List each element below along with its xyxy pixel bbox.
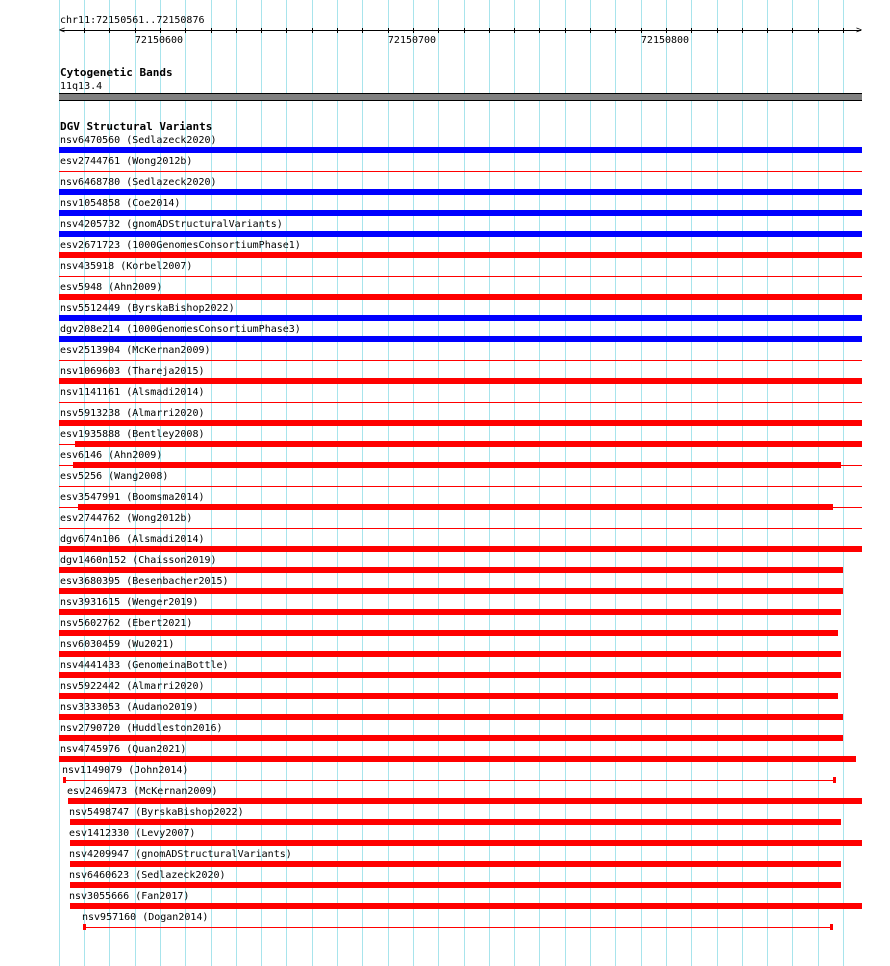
feature-bar[interactable] (59, 756, 856, 762)
feature-line[interactable] (59, 528, 862, 529)
feature-label[interactable]: nsv1054858 (Coe2014) (60, 198, 181, 209)
feature-label[interactable]: nsv6460623 (Sedlazeck2020) (69, 870, 226, 881)
feature-label[interactable]: dgv208e214 (1000GenomesConsortiumPhase3) (60, 324, 301, 335)
tick-mark (514, 28, 515, 33)
feature-bar[interactable] (59, 210, 862, 216)
feature-line[interactable] (59, 402, 862, 403)
feature-label[interactable]: nsv1141161 (Alsmadi2014) (60, 387, 205, 398)
feature-line[interactable] (59, 486, 862, 487)
feature-label[interactable]: nsv5913238 (Almarri2020) (60, 408, 205, 419)
feature-bar[interactable] (59, 378, 862, 384)
feature-end-marker (83, 924, 86, 930)
tick-mark (413, 28, 414, 33)
feature-bar[interactable] (59, 315, 862, 321)
feature-bar[interactable] (59, 231, 862, 237)
feature-bar[interactable] (78, 504, 833, 510)
tick-mark (565, 28, 566, 33)
arrow-left-icon: < (59, 25, 66, 36)
feature-label[interactable]: nsv5602762 (Ebert2021) (60, 618, 193, 629)
feature-label[interactable]: esv5948 (Ahn2009) (60, 282, 163, 293)
tick-mark (160, 28, 161, 33)
feature-bar[interactable] (59, 588, 843, 594)
feature-label[interactable]: nsv4205732 (gnomADStructuralVariants) (60, 219, 283, 230)
tick-mark (236, 28, 237, 33)
feature-bar[interactable] (75, 441, 862, 447)
tick-label: 72150600 (134, 35, 184, 46)
location-label: chr11:72150561..72150876 (60, 15, 205, 26)
tick-mark (767, 28, 768, 33)
feature-label[interactable]: nsv6030459 (Wu2021) (60, 639, 175, 650)
feature-label[interactable]: esv3547991 (Boomsma2014) (60, 492, 205, 503)
feature-label[interactable]: dgv1460n152 (Chaisson2019) (60, 555, 217, 566)
feature-label[interactable]: esv2744761 (Wong2012b) (60, 156, 193, 167)
tick-mark (539, 28, 540, 33)
feature-bar[interactable] (59, 567, 843, 573)
tick-mark (666, 28, 667, 33)
tick-mark (818, 28, 819, 33)
tick-mark (843, 28, 844, 33)
feature-label[interactable]: nsv4745976 (Quan2021) (60, 744, 187, 755)
feature-label[interactable]: nsv3055666 (Fan2017) (69, 891, 190, 902)
feature-label[interactable]: nsv435918 (Korbel2007) (60, 261, 193, 272)
tick-mark (185, 28, 186, 33)
dgv-track-title[interactable]: DGV Structural Variants (60, 120, 213, 133)
feature-label[interactable]: nsv4441433 (GenomeinaBottle) (60, 660, 229, 671)
feature-label[interactable]: nsv2790720 (Huddleston2016) (60, 723, 223, 734)
tick-mark (84, 28, 85, 33)
feature-label[interactable]: nsv3333053 (Audano2019) (60, 702, 199, 713)
tick-mark (641, 28, 642, 33)
feature-bar[interactable] (59, 651, 841, 657)
feature-bar[interactable] (70, 882, 841, 888)
tick-label: 72150800 (640, 35, 690, 46)
feature-bar[interactable] (59, 252, 862, 258)
feature-label[interactable]: esv6146 (Ahn2009) (60, 450, 163, 461)
feature-bar[interactable] (73, 462, 841, 468)
feature-label[interactable]: nsv5498747 (ByrskaBishop2022) (69, 807, 244, 818)
feature-bar[interactable] (59, 672, 841, 678)
ruler-axis (61, 30, 861, 31)
feature-label[interactable]: esv3680395 (Besenbacher2015) (60, 576, 229, 587)
feature-label[interactable]: esv2744762 (Wong2012b) (60, 513, 193, 524)
feature-label[interactable]: nsv5512449 (ByrskaBishop2022) (60, 303, 235, 314)
tick-mark (109, 28, 110, 33)
feature-bar[interactable] (59, 693, 838, 699)
tick-mark (489, 28, 490, 33)
cytoband-label: 11q13.4 (60, 81, 103, 92)
feature-label[interactable]: nsv3931615 (Wenger2019) (60, 597, 199, 608)
feature-label[interactable]: esv1412330 (Levy2007) (69, 828, 196, 839)
feature-label[interactable]: nsv5922442 (Almarri2020) (60, 681, 205, 692)
tick-mark (337, 28, 338, 33)
feature-label[interactable]: esv2469473 (McKernan2009) (67, 786, 218, 797)
tick-mark (312, 28, 313, 33)
tick-mark (792, 28, 793, 33)
tick-mark (135, 28, 136, 33)
tick-mark (438, 28, 439, 33)
feature-bar[interactable] (59, 420, 862, 426)
feature-bar[interactable] (59, 336, 862, 342)
feature-label[interactable]: nsv1069603 (Thareja2015) (60, 366, 205, 377)
feature-label[interactable]: nsv6468780 (Sedlazeck2020) (60, 177, 217, 188)
feature-label[interactable]: nsv957160 (Dogan2014) (82, 912, 209, 923)
feature-bar[interactable] (70, 861, 841, 867)
feature-label[interactable]: esv2671723 (1000GenomesConsortiumPhase1) (60, 240, 301, 251)
tick-mark (615, 28, 616, 33)
feature-bar[interactable] (68, 798, 862, 804)
cytoband-track-title[interactable]: Cytogenetic Bands (60, 66, 173, 79)
feature-bar[interactable] (59, 735, 843, 741)
feature-bar[interactable] (59, 294, 862, 300)
feature-label[interactable]: nsv4209947 (gnomADStructuralVariants) (69, 849, 292, 860)
feature-line[interactable] (59, 360, 862, 361)
feature-line[interactable] (63, 780, 835, 781)
feature-bar[interactable] (59, 609, 841, 615)
feature-bar[interactable] (59, 147, 862, 153)
tick-mark (388, 28, 389, 33)
feature-bar[interactable] (59, 630, 838, 636)
tick-mark (261, 28, 262, 33)
feature-bar[interactable] (59, 189, 862, 195)
tick-mark (211, 28, 212, 33)
grid-line (843, 0, 844, 966)
tick-mark (362, 28, 363, 33)
tick-mark (286, 28, 287, 33)
arrow-right-icon: > (856, 25, 863, 36)
feature-end-marker (830, 924, 833, 930)
tick-mark (742, 28, 743, 33)
tick-mark (590, 28, 591, 33)
feature-bar[interactable] (70, 840, 862, 846)
feature-label[interactable]: esv1935888 (Bentley2008) (60, 429, 205, 440)
feature-bar[interactable] (59, 546, 862, 552)
feature-label[interactable]: nsv6470560 (Sedlazeck2020) (60, 135, 217, 146)
feature-bar[interactable] (70, 903, 862, 909)
feature-line[interactable] (83, 927, 833, 928)
feature-label[interactable]: dgv674n106 (Alsmadi2014) (60, 534, 205, 545)
feature-end-marker (833, 777, 836, 783)
tick-mark (691, 28, 692, 33)
cytoband-band[interactable] (59, 93, 862, 101)
tick-mark (464, 28, 465, 33)
feature-bar[interactable] (59, 714, 843, 720)
tick-mark (717, 28, 718, 33)
feature-end-marker (63, 777, 66, 783)
tick-label: 72150700 (387, 35, 437, 46)
feature-label[interactable]: esv2513904 (McKernan2009) (60, 345, 211, 356)
feature-line[interactable] (59, 171, 862, 172)
feature-label[interactable]: nsv1149079 (John2014) (62, 765, 189, 776)
feature-bar[interactable] (70, 819, 841, 825)
feature-label[interactable]: esv5256 (Wang2008) (60, 471, 169, 482)
feature-line[interactable] (59, 276, 862, 277)
